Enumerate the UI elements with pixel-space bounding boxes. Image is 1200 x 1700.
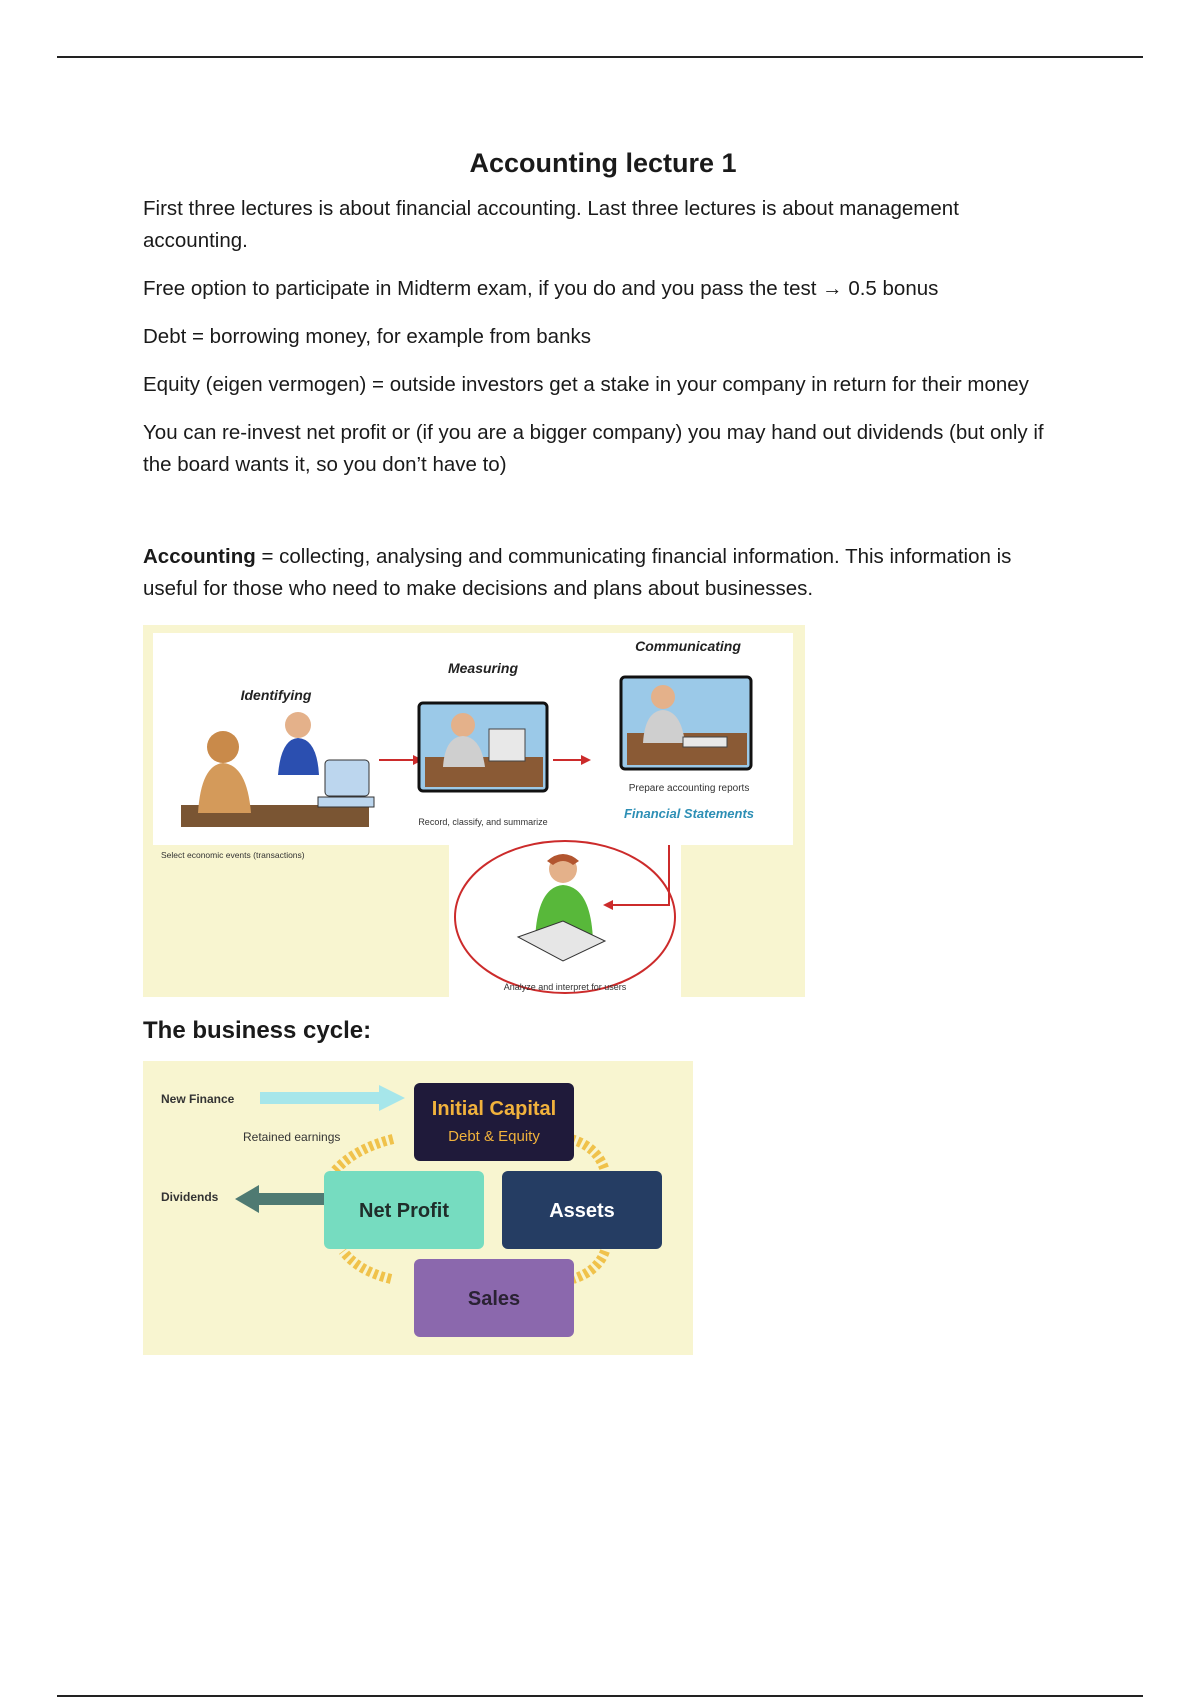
accounting-process-figure (143, 625, 805, 997)
communicating-label: Communicating (635, 638, 741, 654)
accounting-process-illustration (143, 625, 805, 997)
analyze-caption: Analyze and interpret for users (503, 982, 627, 992)
paragraph-midterm: Free option to participate in Midterm exam, if you do and you pass the test → 0.5 bonus (143, 277, 939, 300)
accounting-definition-text: = collecting, analysing and communicating financial information. This information is useful for those who need to make decisions and plans about businesses. (143, 545, 1012, 600)
new-finance-label: New Finance (161, 1092, 235, 1106)
footer-rule (57, 1695, 1143, 1697)
paragraph-accounting-definition (143, 541, 1063, 605)
header-rule (57, 56, 1143, 58)
business-cycle-figure (143, 1061, 693, 1355)
business-cycle-heading: The business cycle: (143, 1017, 372, 1044)
accounting-term: Accounting (143, 545, 256, 568)
assets-label: Assets (549, 1200, 615, 1222)
retained-earnings-label: Retained earnings (243, 1130, 341, 1144)
debt-equity-label: Debt & Equity (448, 1128, 540, 1145)
measuring-label: Measuring (447, 660, 519, 676)
communicating-person-icon (621, 677, 751, 769)
identifying-label: Identifying (240, 687, 312, 703)
measuring-person-icon (419, 703, 547, 791)
net-profit-label: Net Profit (359, 1200, 449, 1222)
sales-label: Sales (467, 1288, 521, 1310)
measuring-caption: Record, classify, and summarize (418, 817, 548, 827)
financial-statements-label: Financial Statements (623, 806, 755, 821)
business-cycle-diagram (143, 1061, 693, 1355)
page-title: Accounting lecture 1 (469, 148, 737, 178)
document-page (143, 140, 1063, 1355)
initial-capital-box (414, 1083, 574, 1161)
communicating-caption: Prepare accounting reports (628, 783, 750, 794)
identifying-caption: Select economic events (transactions) (161, 850, 305, 860)
paragraph-debt: Debt = borrowing money, for example from banks (143, 325, 591, 348)
dividends-label: Dividends (161, 1190, 219, 1204)
paragraph-lectures: First three lectures is about financial accounting. Last three lectures is about management accounting. (143, 197, 959, 252)
initial-capital-label: Initial Capital (431, 1098, 557, 1120)
paragraph-reinvest: You can re-invest net profit or (if you are a bigger company) you may hand out dividends (but only if the board wants it, so you don’t have to) (143, 421, 1044, 476)
paragraph-equity: Equity (eigen vermogen) = outside investors get a stake in your company in return for their money (143, 373, 1029, 396)
